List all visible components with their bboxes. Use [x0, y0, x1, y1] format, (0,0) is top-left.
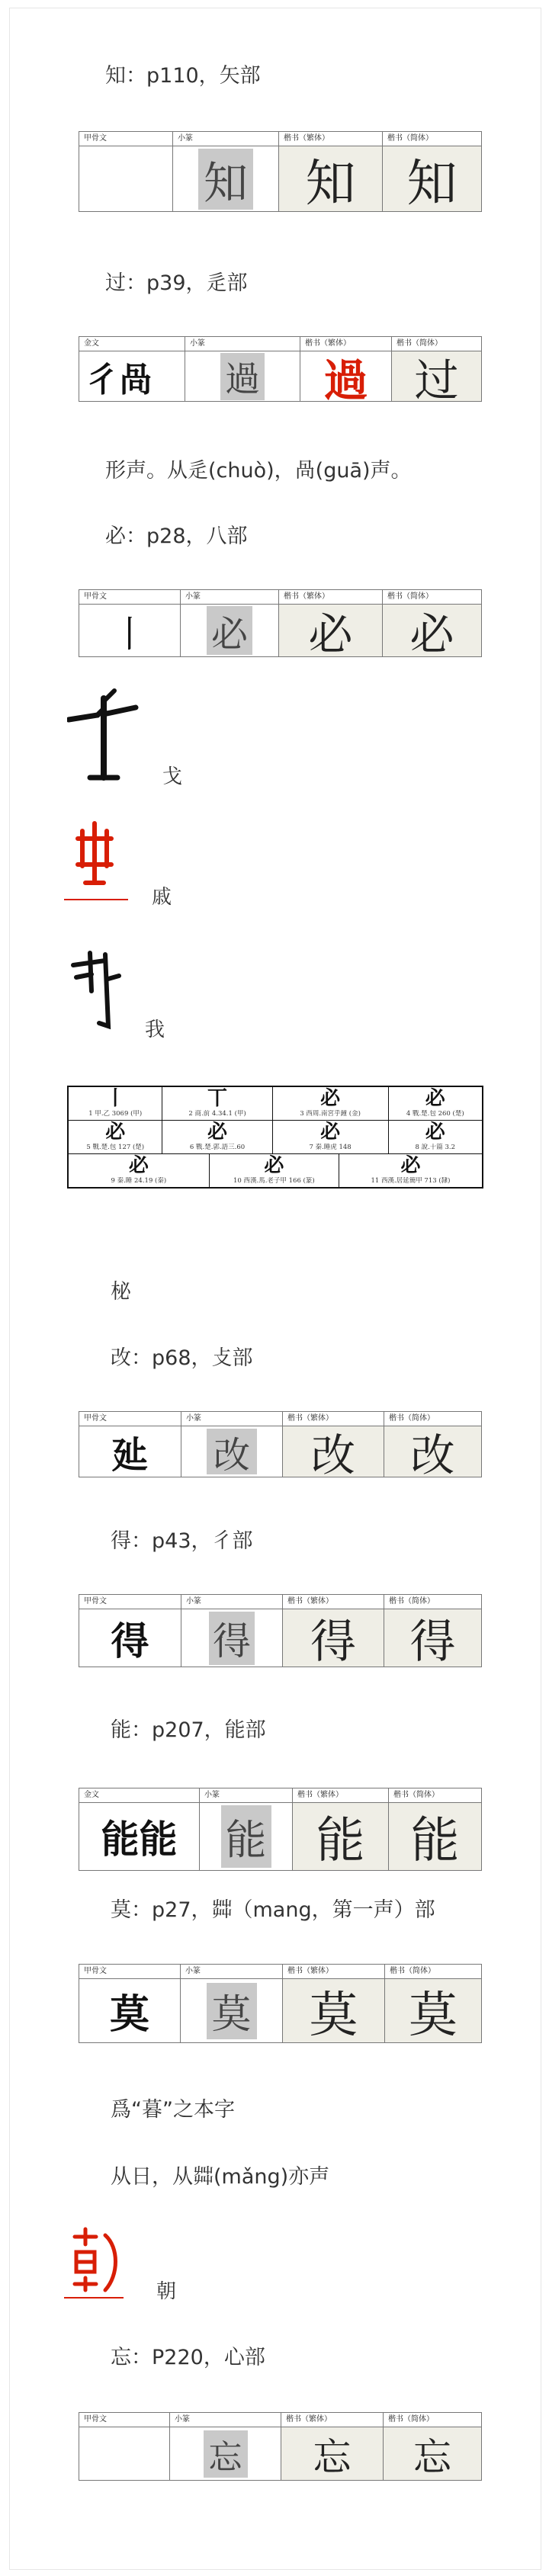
- header-simp: 楷书（简体）: [384, 1412, 482, 1426]
- variant-caption: 7 秦.睡虎 148: [309, 1144, 352, 1151]
- trad-glyph: 莫: [309, 1987, 358, 2044]
- seal-cell: [170, 2427, 281, 2481]
- simp-glyph: 过: [414, 354, 459, 406]
- variant-glyph: 必: [105, 1121, 126, 1144]
- seal-glyph: 過: [225, 358, 260, 399]
- variant-caption: 9 秦.睡 24.19 (秦): [111, 1177, 167, 1185]
- seal-glyph: 能: [225, 1815, 267, 1864]
- qi-seal-glyph: [61, 819, 131, 903]
- header-oracle: 甲骨文: [79, 2413, 170, 2427]
- simp-glyph: 莫: [409, 1987, 458, 2044]
- trad-cell: [283, 1609, 384, 1667]
- simp-cell: [389, 1803, 482, 1871]
- heading-mo: 莫：p27，茻（mang，第一声）部: [111, 1898, 435, 1922]
- header-seal: 小篆: [181, 590, 279, 605]
- simp-glyph: 改: [410, 1429, 455, 1481]
- header-simp: 楷书（简体）: [385, 1965, 482, 1979]
- variant-glyph: 必: [320, 1121, 341, 1144]
- trad-glyph: 能: [316, 1813, 365, 1869]
- header-trad: 楷书（繁体）: [279, 132, 383, 146]
- header-simp: 楷书（简体）: [389, 1788, 482, 1803]
- header-trad: 楷书（繁体）: [279, 590, 383, 605]
- trad-cell: [283, 1426, 384, 1481]
- note-mo-1: 爲“暮”之本字: [111, 2098, 235, 2122]
- variant-cell: [388, 1086, 483, 1121]
- header-trad: 楷书（繁体）: [283, 1965, 385, 1979]
- label-bi2: 柲: [111, 1280, 131, 1304]
- note-guo: 形声。从辵(chuò)，咼(guā)声。: [105, 459, 412, 483]
- header-simp: 楷书（简体）: [383, 590, 482, 605]
- header-trad: 楷书（繁体）: [283, 1412, 384, 1426]
- oracle-glyph: 㢟: [111, 1433, 149, 1477]
- variant-cell: [209, 1154, 339, 1189]
- trad-glyph: 過: [323, 354, 368, 406]
- header-trad: 楷书（繁体）: [300, 337, 392, 351]
- seal-glyph: 得: [213, 1618, 251, 1663]
- header-simp: 楷书（简体）: [383, 132, 482, 146]
- oracle-glyph: 莫: [109, 1991, 149, 2038]
- header-seal: 小篆: [181, 1595, 283, 1609]
- variant-caption: 3 西周.南宮乎鐘 (金): [300, 1110, 361, 1118]
- header-seal: 小篆: [181, 1412, 283, 1426]
- header-simp: 楷书（简体）: [392, 337, 482, 351]
- label-zhao: 朝: [156, 2280, 177, 2303]
- variant-glyph: 必: [400, 1154, 421, 1177]
- header-bronze: 金文: [79, 337, 185, 351]
- seal-cell: [185, 351, 300, 402]
- seal-cell: [181, 1979, 283, 2043]
- label-wo: 我: [145, 1019, 165, 1041]
- simp-cell: [384, 1609, 482, 1667]
- seal-glyph: 忘: [208, 2437, 242, 2477]
- trad-glyph: 改: [310, 1429, 355, 1481]
- header-seal: 小篆: [185, 337, 300, 351]
- char-table-bi: [79, 589, 482, 660]
- variant-caption: 11 西漢.居延簡甲 713 (隸): [371, 1177, 451, 1185]
- header-seal: 小篆: [170, 2413, 281, 2427]
- simp-glyph: 能: [410, 1813, 460, 1869]
- bi-variants-grid: [67, 1086, 483, 1189]
- heading-neng: 能：p207，能部: [111, 1718, 266, 1742]
- variant-glyph: 丨: [105, 1087, 126, 1110]
- simp-cell: [385, 1979, 482, 2043]
- simp-cell: [383, 146, 482, 212]
- variant-cell: [272, 1086, 388, 1121]
- label-qi: 戚: [152, 886, 172, 909]
- trad-glyph: 忘: [313, 2434, 352, 2479]
- seal-glyph: 莫: [211, 1992, 252, 2038]
- oracle-cell: [79, 1426, 181, 1477]
- note-mo-2: 从日，从茻(mǎng)亦声: [111, 2165, 330, 2189]
- trad-cell: [283, 1979, 385, 2043]
- oracle-cell: [79, 605, 181, 657]
- oracle-cell-empty: [79, 146, 173, 212]
- oracle-cell-empty: [79, 2427, 170, 2481]
- trad-cell: [281, 2427, 384, 2481]
- variant-glyph: 必: [425, 1121, 445, 1144]
- simp-cell: [384, 2427, 482, 2481]
- seal-glyph: 必: [210, 612, 248, 656]
- variant-glyph: 丅: [207, 1087, 228, 1110]
- header-oracle: 甲骨文: [79, 590, 181, 605]
- trad-cell: [300, 351, 392, 406]
- header-bronze: 金文: [79, 1788, 200, 1803]
- seal-cell: [181, 605, 279, 657]
- trad-cell: [279, 146, 383, 212]
- simp-cell: [392, 351, 482, 406]
- variant-cell: [68, 1121, 162, 1154]
- ge-oracle-image: [67, 688, 140, 787]
- seal-cell: [181, 1609, 283, 1667]
- header-oracle: 甲骨文: [79, 1965, 181, 1979]
- zhao-seal-glyph: [63, 2225, 128, 2301]
- variant-caption: 5 戰.楚.包 127 (楚): [86, 1144, 145, 1151]
- heading-wang: 忘：P220，心部: [111, 2346, 265, 2369]
- simp-cell: [383, 605, 482, 660]
- char-table-guo: [79, 336, 482, 406]
- oracle-cell: [79, 1609, 181, 1667]
- heading-zhi: 知：p110，矢部: [105, 64, 261, 88]
- variant-caption: 4 戰.楚.包 260 (楚): [406, 1110, 464, 1118]
- trad-glyph: 知: [305, 154, 356, 213]
- trad-glyph: 得: [310, 1615, 356, 1669]
- seal-glyph: 改: [213, 1433, 250, 1477]
- header-trad: 楷书（繁体）: [293, 1788, 389, 1803]
- wo-oracle-image: [69, 947, 122, 1031]
- header-oracle: 甲骨文: [79, 1412, 181, 1426]
- variant-glyph: 必: [320, 1087, 341, 1110]
- ge-oracle-glyph: [67, 688, 140, 787]
- heading-bi: 必：p28，八部: [105, 525, 248, 548]
- header-trad: 楷书（繁体）: [281, 2413, 384, 2427]
- header-simp: 楷书（简体）: [384, 1595, 482, 1609]
- variant-cell: [339, 1154, 483, 1189]
- trad-cell: [293, 1803, 389, 1871]
- variant-glyph: 必: [128, 1154, 149, 1177]
- char-table-mo: [79, 1964, 482, 2043]
- bronze-cell: [79, 1803, 200, 1871]
- seal-cell: [200, 1803, 293, 1871]
- heading-gai: 改：p68，攴部: [111, 1346, 253, 1370]
- variant-glyph: 必: [264, 1154, 284, 1177]
- wo-oracle-glyph: [69, 947, 122, 1031]
- char-table-zhi: [79, 131, 482, 212]
- label-ge: 戈: [162, 765, 183, 788]
- qi-seal-image: [61, 819, 131, 903]
- oracle-cell: [79, 1979, 181, 2043]
- zhao-seal-image: [63, 2225, 128, 2301]
- simp-glyph: 必: [409, 608, 454, 660]
- variant-caption: 2 商.前 4.34.1 (甲): [188, 1110, 246, 1118]
- header-oracle: 甲骨文: [79, 1595, 181, 1609]
- header-simp: 楷书（简体）: [384, 2413, 482, 2427]
- header-seal: 小篆: [173, 132, 279, 146]
- header-oracle: 甲骨文: [79, 132, 173, 146]
- variant-cell: [162, 1086, 272, 1121]
- variant-cell: [68, 1086, 162, 1121]
- variant-cell: [162, 1121, 272, 1154]
- variant-cell: [68, 1154, 209, 1189]
- variant-cell: [272, 1121, 388, 1154]
- char-table-de: [79, 1594, 482, 1667]
- header-seal: 小篆: [200, 1788, 293, 1803]
- heading-de: 得：p43，彳部: [111, 1529, 253, 1553]
- trad-cell: [279, 605, 383, 660]
- variant-caption: 8 說.十篇 3.2: [415, 1144, 456, 1151]
- bronze-glyph: 能能: [101, 1817, 178, 1862]
- header-seal: 小篆: [181, 1965, 283, 1979]
- heading-guo: 过：p39，辵部: [105, 271, 248, 295]
- variant-glyph: 必: [425, 1087, 445, 1110]
- seal-cell: [173, 146, 279, 212]
- variant-caption: 1 甲.乙 3069 (甲): [88, 1110, 143, 1118]
- seal-glyph: 知: [203, 156, 248, 209]
- bronze-cell: [79, 351, 185, 402]
- variant-cell: [388, 1121, 483, 1154]
- header-trad: 楷书（繁体）: [283, 1595, 384, 1609]
- variant-caption: 6 戰.楚.郭.語三.60: [189, 1144, 246, 1151]
- oracle-glyph: 丨: [111, 612, 148, 656]
- variant-glyph: 必: [207, 1121, 228, 1144]
- oracle-glyph: 得: [111, 1618, 149, 1663]
- simp-glyph: 忘: [413, 2434, 451, 2479]
- char-table-neng: [79, 1788, 482, 1871]
- variant-caption: 10 西漢.馬.老子甲 166 (篆): [233, 1177, 315, 1185]
- trad-glyph: 必: [308, 608, 353, 660]
- simp-glyph: 得: [409, 1615, 456, 1669]
- char-table-wang: [79, 2412, 482, 2481]
- simp-glyph: 知: [406, 154, 458, 213]
- char-table-gai: [79, 1411, 482, 1481]
- bronze-glyph: 彳咼: [85, 360, 152, 399]
- seal-cell: [181, 1426, 283, 1477]
- simp-cell: [384, 1426, 482, 1481]
